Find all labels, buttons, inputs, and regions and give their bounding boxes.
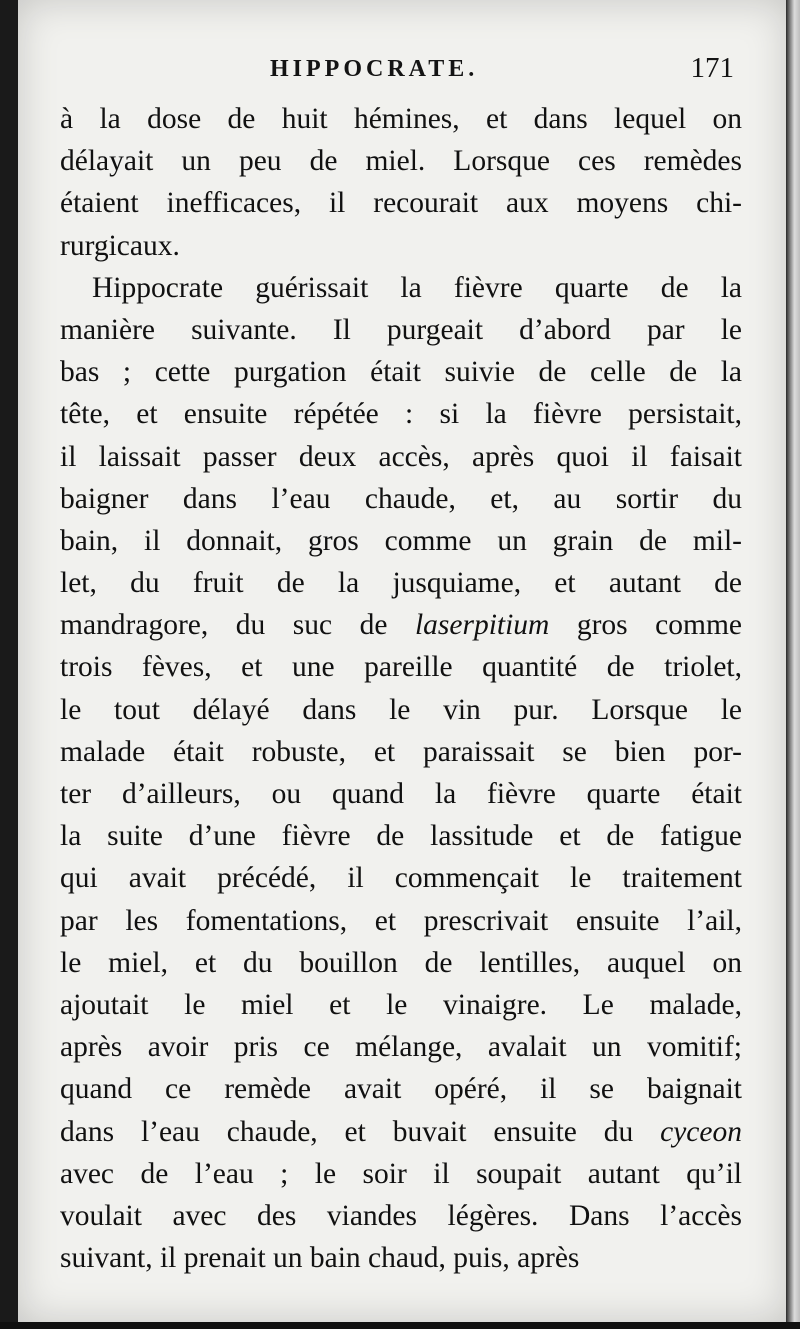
text-line: après avoir pris ce mélange, avalait un vomitif; — [60, 1031, 742, 1064]
text-line: tête, et ensuite répétée : si la fièvre persistait, — [60, 398, 742, 431]
text-line: rurgicaux. — [60, 229, 180, 262]
text-line: quand ce remède avait opéré, il se baignait — [60, 1073, 742, 1106]
text-line: à la dose de huit hémines, et dans lequel on — [60, 103, 742, 135]
text-line: il laissait passer deux accès, après quoi il faisait — [60, 440, 742, 473]
text-line: ajoutait le miel et le vinaigre. Le malade, — [60, 988, 742, 1021]
text-line: bain, il donnait, gros comme un grain de mil- — [60, 524, 742, 557]
text-line: malade était robuste, et paraissait se bien por- — [60, 735, 742, 768]
running-head: HIPPOCRATE. — [270, 56, 479, 82]
body-text — [60, 98, 742, 1279]
text-line: baigner dans l’eau chaude, et, au sortir du — [60, 482, 742, 515]
text-line: qui avait précédé, il commençait le traitement — [60, 862, 742, 895]
page-edge-right — [786, 0, 800, 1329]
text-line: le tout délayé dans le vin pur. Lorsque le — [60, 693, 742, 726]
page-edge-bottom — [0, 1322, 800, 1329]
text-line: let, du fruit de la jusquiame, et autant de — [60, 567, 742, 600]
text-line: ter d’ailleurs, ou quand la fièvre quarte était — [60, 778, 742, 810]
text-line — [60, 604, 742, 646]
page-number: 171 — [690, 52, 734, 84]
text-line: avec de l’eau ; le soir il soupait autant qu’il — [60, 1157, 742, 1190]
text-line: par les fomentations, et prescrivait ensuite l’ail, — [60, 904, 742, 937]
text-line: le miel, et du bouillon de lentilles, auquel on — [60, 946, 742, 979]
page-header — [60, 48, 742, 92]
italic-term: cyceon — [660, 1115, 742, 1148]
text-line: bas ; cette purgation était suivie de celle de la — [60, 356, 742, 389]
text-segment: dans l’eau chaude, et buvait ensuite du — [60, 1115, 661, 1148]
text-line: trois fèves, et une pareille quantité de triolet, — [60, 651, 742, 684]
text-line: délayait un peu de miel. Lorsque ces remèdes — [60, 145, 742, 178]
italic-term: laserpitium — [414, 609, 550, 642]
text-line: Hippocrate guérissait la fièvre quarte de la — [92, 271, 742, 304]
text-line: manière suivante. Il purgeait d’abord par le — [60, 313, 742, 346]
text-segment: mandragore, du suc de — [60, 609, 415, 642]
text-line: suivant, il prenait un bain chaud, puis, après — [60, 1242, 580, 1275]
text-line — [60, 1111, 742, 1153]
text-line: étaient inefficaces, il recourait aux moyens chi- — [60, 187, 742, 220]
text-line: la suite d’une fièvre de lassitude et de fatigue — [60, 820, 742, 853]
text-segment: gros comme — [549, 609, 742, 642]
text-line: voulait avec des viandes légères. Dans l’accès — [60, 1199, 742, 1232]
